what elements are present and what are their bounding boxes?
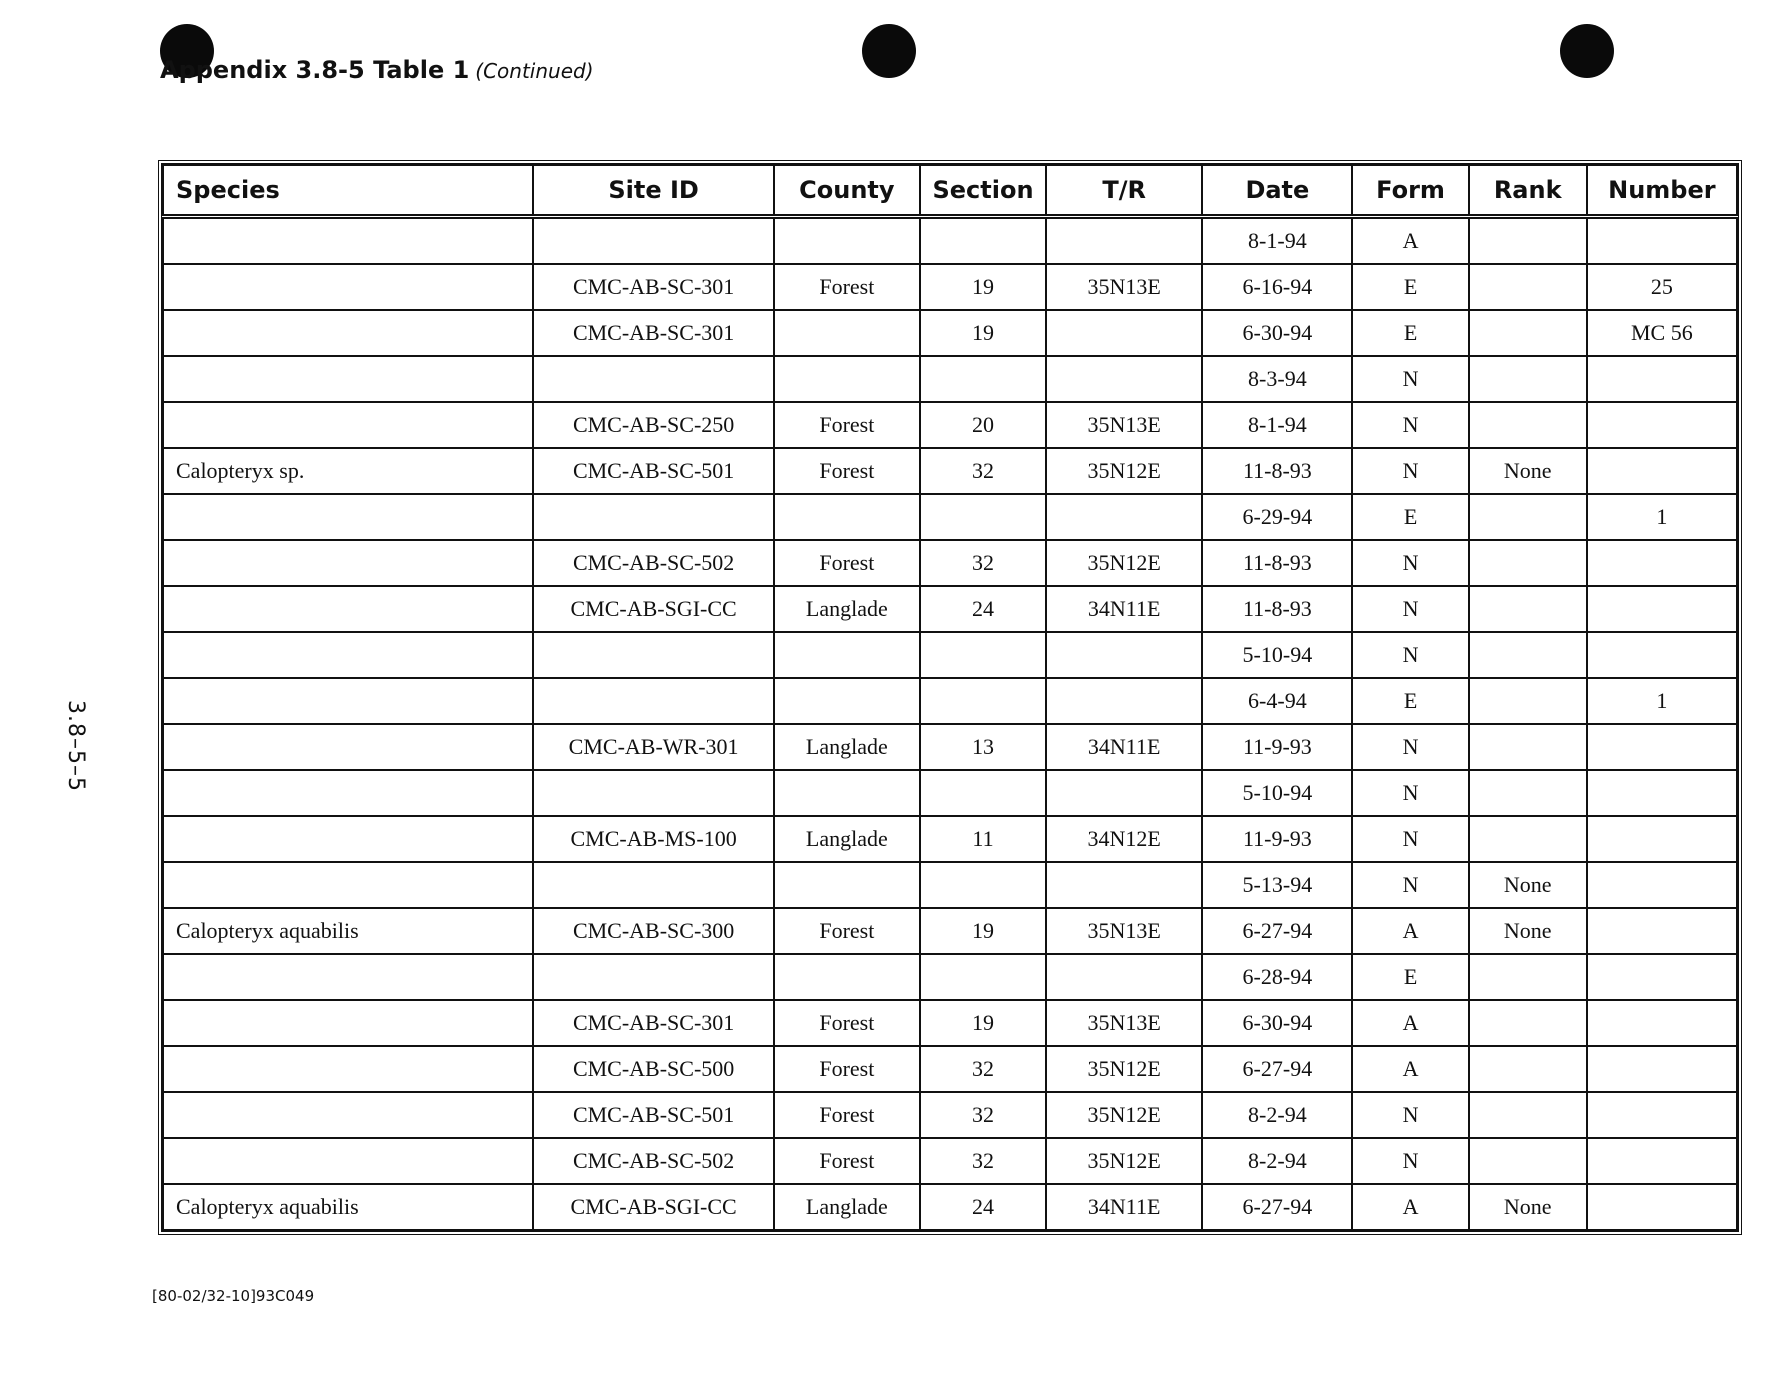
cell-section: 19 (920, 908, 1046, 954)
table-row (163, 1092, 1737, 1138)
cell-date: 11-8-93 (1202, 448, 1352, 494)
cell-county: Forest (774, 1046, 920, 1092)
cell-number (1587, 448, 1737, 494)
cell-site-id: CMC-AB-SC-301 (533, 1000, 773, 1046)
cell-date: 8-1-94 (1202, 217, 1352, 265)
cell-form: A (1352, 217, 1468, 265)
cell-date: 11-9-93 (1202, 724, 1352, 770)
cell-section: 32 (920, 448, 1046, 494)
cell-county: Langlade (774, 724, 920, 770)
cell-county (774, 954, 920, 1000)
species-table (162, 164, 1738, 1231)
cell-tr: 34N11E (1046, 586, 1202, 632)
table-row (163, 724, 1737, 770)
cell-county: Langlade (774, 586, 920, 632)
cell-form: N (1352, 402, 1468, 448)
table-row (163, 586, 1737, 632)
cell-date: 8-2-94 (1202, 1092, 1352, 1138)
cell-number (1587, 586, 1737, 632)
table-row (163, 1046, 1737, 1092)
cell-species (163, 264, 533, 310)
table-row (163, 217, 1737, 265)
cell-species (163, 770, 533, 816)
cell-date: 5-10-94 (1202, 632, 1352, 678)
cell-form: E (1352, 678, 1468, 724)
cell-form: N (1352, 448, 1468, 494)
cell-tr: 34N12E (1046, 816, 1202, 862)
cell-rank (1469, 724, 1587, 770)
cell-section (920, 356, 1046, 402)
cell-rank (1469, 954, 1587, 1000)
cell-species (163, 632, 533, 678)
cell-tr (1046, 862, 1202, 908)
table-row (163, 1184, 1737, 1230)
cell-species (163, 954, 533, 1000)
cell-section: 24 (920, 586, 1046, 632)
cell-site-id: CMC-AB-SC-501 (533, 1092, 773, 1138)
cell-section: 32 (920, 1092, 1046, 1138)
cell-tr: 35N13E (1046, 402, 1202, 448)
column-header-rank: Rank (1469, 165, 1587, 217)
cell-county (774, 678, 920, 724)
cell-section (920, 217, 1046, 265)
cell-tr (1046, 310, 1202, 356)
cell-number: 1 (1587, 678, 1737, 724)
punch-hole-center (862, 24, 916, 78)
table-row (163, 402, 1737, 448)
cell-rank (1469, 1138, 1587, 1184)
cell-species (163, 862, 533, 908)
cell-number (1587, 862, 1737, 908)
cell-tr: 34N11E (1046, 1184, 1202, 1230)
cell-site-id: CMC-AB-MS-100 (533, 816, 773, 862)
cell-form: A (1352, 908, 1468, 954)
cell-rank (1469, 310, 1587, 356)
cell-species (163, 816, 533, 862)
cell-date: 11-8-93 (1202, 540, 1352, 586)
cell-county: Forest (774, 1138, 920, 1184)
cell-rank (1469, 356, 1587, 402)
cell-number (1587, 402, 1737, 448)
cell-species (163, 724, 533, 770)
cell-species (163, 586, 533, 632)
cell-county: Langlade (774, 816, 920, 862)
cell-tr: 34N11E (1046, 724, 1202, 770)
cell-site-id (533, 954, 773, 1000)
cell-number (1587, 1138, 1737, 1184)
cell-rank: None (1469, 448, 1587, 494)
side-page-number: 3.8–5–5 (63, 700, 88, 792)
cell-date: 8-1-94 (1202, 402, 1352, 448)
cell-form: E (1352, 954, 1468, 1000)
document-code: [80-02/32-10]93C049 (152, 1287, 315, 1305)
cell-rank (1469, 217, 1587, 265)
cell-species: Calopteryx aquabilis (163, 908, 533, 954)
cell-date: 8-2-94 (1202, 1138, 1352, 1184)
cell-form: N (1352, 816, 1468, 862)
cell-number: 1 (1587, 494, 1737, 540)
cell-county (774, 494, 920, 540)
cell-section: 13 (920, 724, 1046, 770)
table-row (163, 954, 1737, 1000)
column-header-section: Section (920, 165, 1046, 217)
cell-county (774, 217, 920, 265)
cell-site-id (533, 632, 773, 678)
column-header-tr: T/R (1046, 165, 1202, 217)
cell-number (1587, 1046, 1737, 1092)
cell-tr: 35N12E (1046, 448, 1202, 494)
table-row (163, 494, 1737, 540)
cell-number: 25 (1587, 264, 1737, 310)
cell-tr (1046, 217, 1202, 265)
table-row (163, 816, 1737, 862)
cell-form: N (1352, 586, 1468, 632)
cell-county: Forest (774, 1000, 920, 1046)
cell-section: 19 (920, 264, 1046, 310)
cell-date: 11-9-93 (1202, 816, 1352, 862)
cell-rank (1469, 494, 1587, 540)
cell-tr: 35N12E (1046, 1138, 1202, 1184)
cell-species (163, 402, 533, 448)
cell-species (163, 356, 533, 402)
table-row (163, 862, 1737, 908)
column-header-species: Species (163, 165, 533, 217)
cell-site-id (533, 770, 773, 816)
cell-county: Forest (774, 448, 920, 494)
cell-county: Forest (774, 908, 920, 954)
cell-number (1587, 1092, 1737, 1138)
cell-form: N (1352, 1092, 1468, 1138)
cell-date: 6-4-94 (1202, 678, 1352, 724)
cell-county: Langlade (774, 1184, 920, 1230)
cell-date: 6-27-94 (1202, 1184, 1352, 1230)
cell-form: N (1352, 1138, 1468, 1184)
cell-county (774, 632, 920, 678)
cell-species (163, 1000, 533, 1046)
cell-site-id: CMC-AB-WR-301 (533, 724, 773, 770)
cell-form: A (1352, 1046, 1468, 1092)
cell-section: 19 (920, 310, 1046, 356)
cell-site-id: CMC-AB-SC-502 (533, 540, 773, 586)
cell-rank (1469, 586, 1587, 632)
cell-date: 6-28-94 (1202, 954, 1352, 1000)
table-row (163, 908, 1737, 954)
page-title (160, 56, 594, 84)
cell-section (920, 954, 1046, 1000)
cell-form: N (1352, 862, 1468, 908)
cell-site-id (533, 494, 773, 540)
cell-species (163, 1138, 533, 1184)
cell-number (1587, 954, 1737, 1000)
cell-tr (1046, 770, 1202, 816)
cell-rank (1469, 264, 1587, 310)
cell-tr: 35N13E (1046, 264, 1202, 310)
column-header-site-id: Site ID (533, 165, 773, 217)
cell-site-id (533, 678, 773, 724)
cell-county: Forest (774, 402, 920, 448)
cell-species: Calopteryx aquabilis (163, 1184, 533, 1230)
cell-section (920, 494, 1046, 540)
cell-tr: 35N12E (1046, 540, 1202, 586)
table-row (163, 678, 1737, 724)
cell-date: 6-27-94 (1202, 1046, 1352, 1092)
data-table-frame (158, 160, 1742, 1235)
cell-number (1587, 908, 1737, 954)
cell-site-id: CMC-AB-SC-502 (533, 1138, 773, 1184)
cell-form: N (1352, 356, 1468, 402)
title-text: Appendix 3.8-5 Table 1 (160, 56, 470, 84)
cell-form: N (1352, 540, 1468, 586)
cell-number (1587, 816, 1737, 862)
cell-county: Forest (774, 540, 920, 586)
cell-rank (1469, 540, 1587, 586)
cell-county: Forest (774, 1092, 920, 1138)
table-row (163, 264, 1737, 310)
cell-form: N (1352, 724, 1468, 770)
cell-date: 6-30-94 (1202, 1000, 1352, 1046)
cell-species (163, 494, 533, 540)
cell-date: 5-13-94 (1202, 862, 1352, 908)
cell-rank: None (1469, 908, 1587, 954)
cell-number (1587, 724, 1737, 770)
cell-tr (1046, 954, 1202, 1000)
cell-section (920, 678, 1046, 724)
cell-section: 32 (920, 1138, 1046, 1184)
column-header-date: Date (1202, 165, 1352, 217)
table-row (163, 310, 1737, 356)
cell-county (774, 770, 920, 816)
cell-section: 20 (920, 402, 1046, 448)
table-row (163, 540, 1737, 586)
cell-date: 5-10-94 (1202, 770, 1352, 816)
cell-section: 32 (920, 1046, 1046, 1092)
cell-date: 8-3-94 (1202, 356, 1352, 402)
cell-tr (1046, 356, 1202, 402)
cell-section: 19 (920, 1000, 1046, 1046)
cell-site-id: CMC-AB-SGI-CC (533, 1184, 773, 1230)
cell-county (774, 310, 920, 356)
cell-site-id (533, 356, 773, 402)
cell-rank (1469, 402, 1587, 448)
cell-number (1587, 540, 1737, 586)
cell-rank (1469, 816, 1587, 862)
cell-rank (1469, 1046, 1587, 1092)
cell-section (920, 862, 1046, 908)
cell-species: Calopteryx sp. (163, 448, 533, 494)
cell-form: N (1352, 632, 1468, 678)
punch-hole-right (1560, 24, 1614, 78)
cell-species (163, 310, 533, 356)
cell-tr (1046, 632, 1202, 678)
cell-species (163, 217, 533, 265)
cell-section: 32 (920, 540, 1046, 586)
title-suffix: (Continued) (475, 59, 594, 83)
cell-county: Forest (774, 264, 920, 310)
cell-rank (1469, 770, 1587, 816)
cell-site-id: CMC-AB-SC-301 (533, 310, 773, 356)
cell-tr (1046, 494, 1202, 540)
table-row (163, 632, 1737, 678)
cell-number (1587, 770, 1737, 816)
cell-section: 24 (920, 1184, 1046, 1230)
cell-species (163, 1092, 533, 1138)
cell-number (1587, 356, 1737, 402)
cell-site-id: CMC-AB-SC-501 (533, 448, 773, 494)
cell-date: 6-29-94 (1202, 494, 1352, 540)
cell-form: A (1352, 1000, 1468, 1046)
cell-section (920, 632, 1046, 678)
cell-site-id: CMC-AB-SC-300 (533, 908, 773, 954)
table-row (163, 448, 1737, 494)
table-body (163, 217, 1737, 1231)
cell-rank: None (1469, 862, 1587, 908)
cell-date: 11-8-93 (1202, 586, 1352, 632)
table-row (163, 356, 1737, 402)
table-header-row (163, 165, 1737, 217)
cell-number: MC 56 (1587, 310, 1737, 356)
cell-species (163, 1046, 533, 1092)
cell-site-id: CMC-AB-SC-250 (533, 402, 773, 448)
cell-site-id (533, 862, 773, 908)
cell-rank (1469, 678, 1587, 724)
table-row (163, 1000, 1737, 1046)
cell-date: 6-30-94 (1202, 310, 1352, 356)
cell-section: 11 (920, 816, 1046, 862)
cell-form: E (1352, 310, 1468, 356)
table-row (163, 1138, 1737, 1184)
cell-tr: 35N12E (1046, 1092, 1202, 1138)
cell-site-id: CMC-AB-SGI-CC (533, 586, 773, 632)
cell-county (774, 862, 920, 908)
cell-rank: None (1469, 1184, 1587, 1230)
cell-tr (1046, 678, 1202, 724)
cell-tr: 35N13E (1046, 908, 1202, 954)
cell-number (1587, 1000, 1737, 1046)
cell-tr: 35N12E (1046, 1046, 1202, 1092)
cell-site-id: CMC-AB-SC-500 (533, 1046, 773, 1092)
cell-number (1587, 1184, 1737, 1230)
cell-site-id (533, 217, 773, 265)
cell-rank (1469, 632, 1587, 678)
cell-form: E (1352, 494, 1468, 540)
cell-county (774, 356, 920, 402)
column-header-form: Form (1352, 165, 1468, 217)
cell-rank (1469, 1092, 1587, 1138)
table-row (163, 770, 1737, 816)
cell-date: 6-27-94 (1202, 908, 1352, 954)
cell-number (1587, 217, 1737, 265)
cell-form: N (1352, 770, 1468, 816)
cell-form: A (1352, 1184, 1468, 1230)
column-header-number: Number (1587, 165, 1737, 217)
cell-species (163, 540, 533, 586)
column-header-county: County (774, 165, 920, 217)
cell-tr: 35N13E (1046, 1000, 1202, 1046)
cell-rank (1469, 1000, 1587, 1046)
cell-date: 6-16-94 (1202, 264, 1352, 310)
cell-species (163, 678, 533, 724)
cell-form: E (1352, 264, 1468, 310)
cell-section (920, 770, 1046, 816)
cell-site-id: CMC-AB-SC-301 (533, 264, 773, 310)
cell-number (1587, 632, 1737, 678)
